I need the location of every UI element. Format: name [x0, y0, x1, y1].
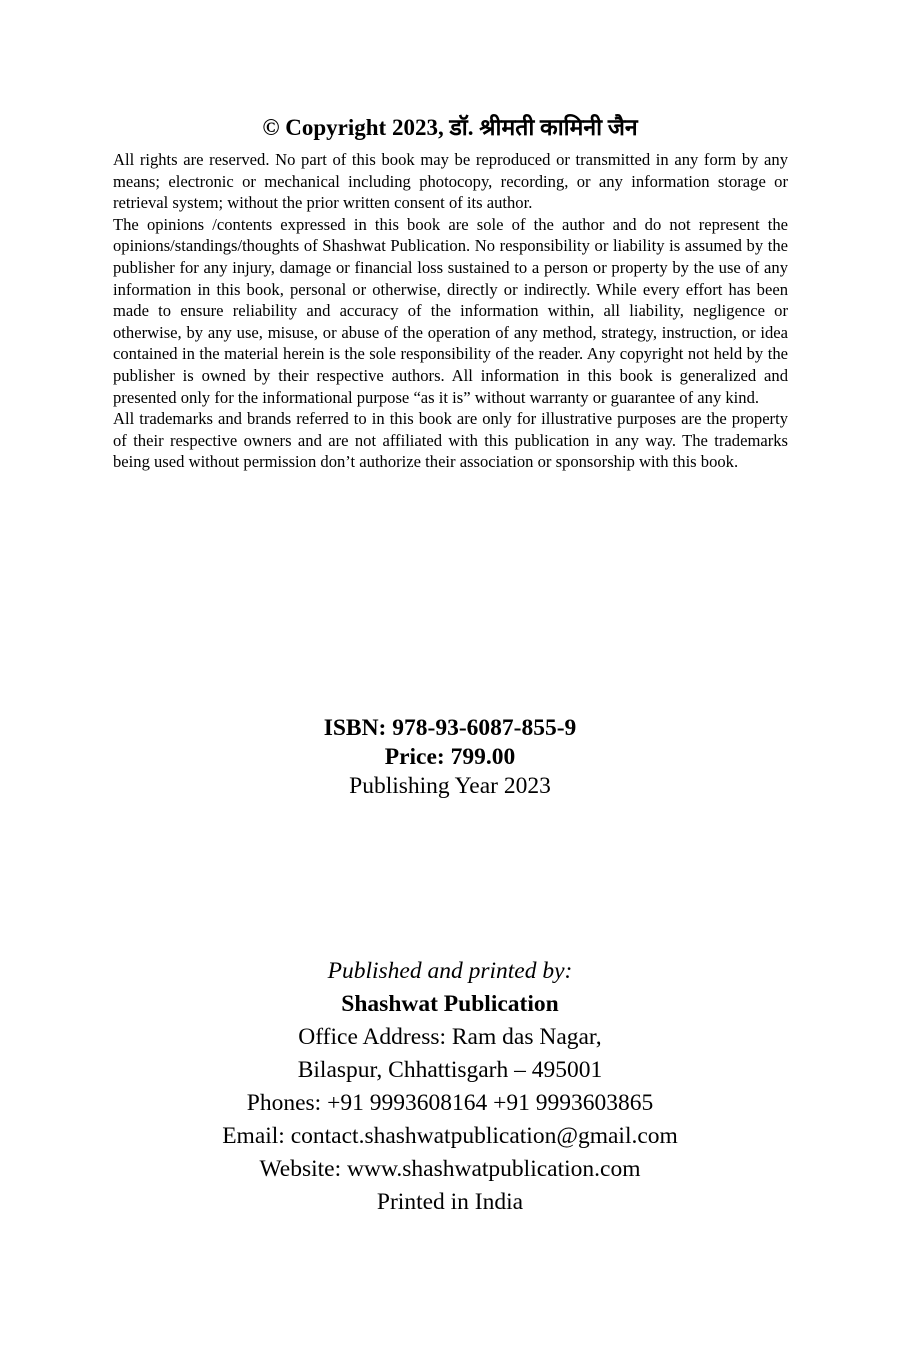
publishing-year: Publishing Year 2023 — [349, 773, 551, 799]
price: Price: 799.00 — [384, 744, 516, 770]
printed-in: Printed in India — [376, 1189, 524, 1215]
office-address-line2: Bilaspur, Chhattisgarh – 495001 — [297, 1057, 603, 1083]
rights-reserved-paragraph: All rights are reserved. No part of this book may be reproduced or transmitted in any form by any means; electronic or mechanical including photocopy, recording, or any information storage or retrieval system; without the prior written consent of its author. — [113, 150, 788, 213]
copyright-heading: © Copyright 2023, डॉ. श्रीमती कामिनी जैन — [262, 115, 638, 140]
email-address: Email: contact.shashwatpublication@gmail.com — [222, 1123, 678, 1149]
phone-numbers: Phones: +91 9993608164 +91 9993603865 — [246, 1090, 654, 1116]
legal-notice — [113, 149, 788, 473]
office-address-line1: Office Address: Ram das Nagar, — [298, 1024, 602, 1050]
book-info — [0, 714, 900, 801]
website-address: Website: www.shashwatpublication.com — [259, 1156, 641, 1182]
trademarks-paragraph: All trademarks and brands referred to in this book are only for illustrative purposes are the property of their respective owners and are not affiliated with this publication in any way. The trademarks being used without permission don’t authorize their association or sponsorship with this book. — [113, 409, 788, 472]
publisher-info — [0, 955, 900, 1219]
isbn: ISBN: 978-93-6087-855-9 — [323, 715, 577, 741]
published-by-label: Published and printed by: — [327, 958, 573, 984]
publisher-name: Shashwat Publication — [341, 991, 559, 1017]
disclaimer-paragraph: The opinions /contents expressed in this book are sole of the author and do not represent the opinions/standings/thoughts of Shashwat Publication. No responsibility or liability is assumed by the publisher for any injury, damage or financial loss sustained to a person or property by the use of any information in this book, personal or otherwise, directly or indirectly. While every effort has been made to ensure reliability and accuracy of the information within, all liability, negligence or otherwise, by any use, misuse, or abuse of the operation of any method, strategy, instruction, or idea contained in the material herein is the sole responsibility of the reader. Any copyright not held by the publisher is owned by their respective authors. All information in this book is generalized and presented only for the informational purpose “as it is” without warranty or guarantee of any kind. — [113, 214, 788, 407]
